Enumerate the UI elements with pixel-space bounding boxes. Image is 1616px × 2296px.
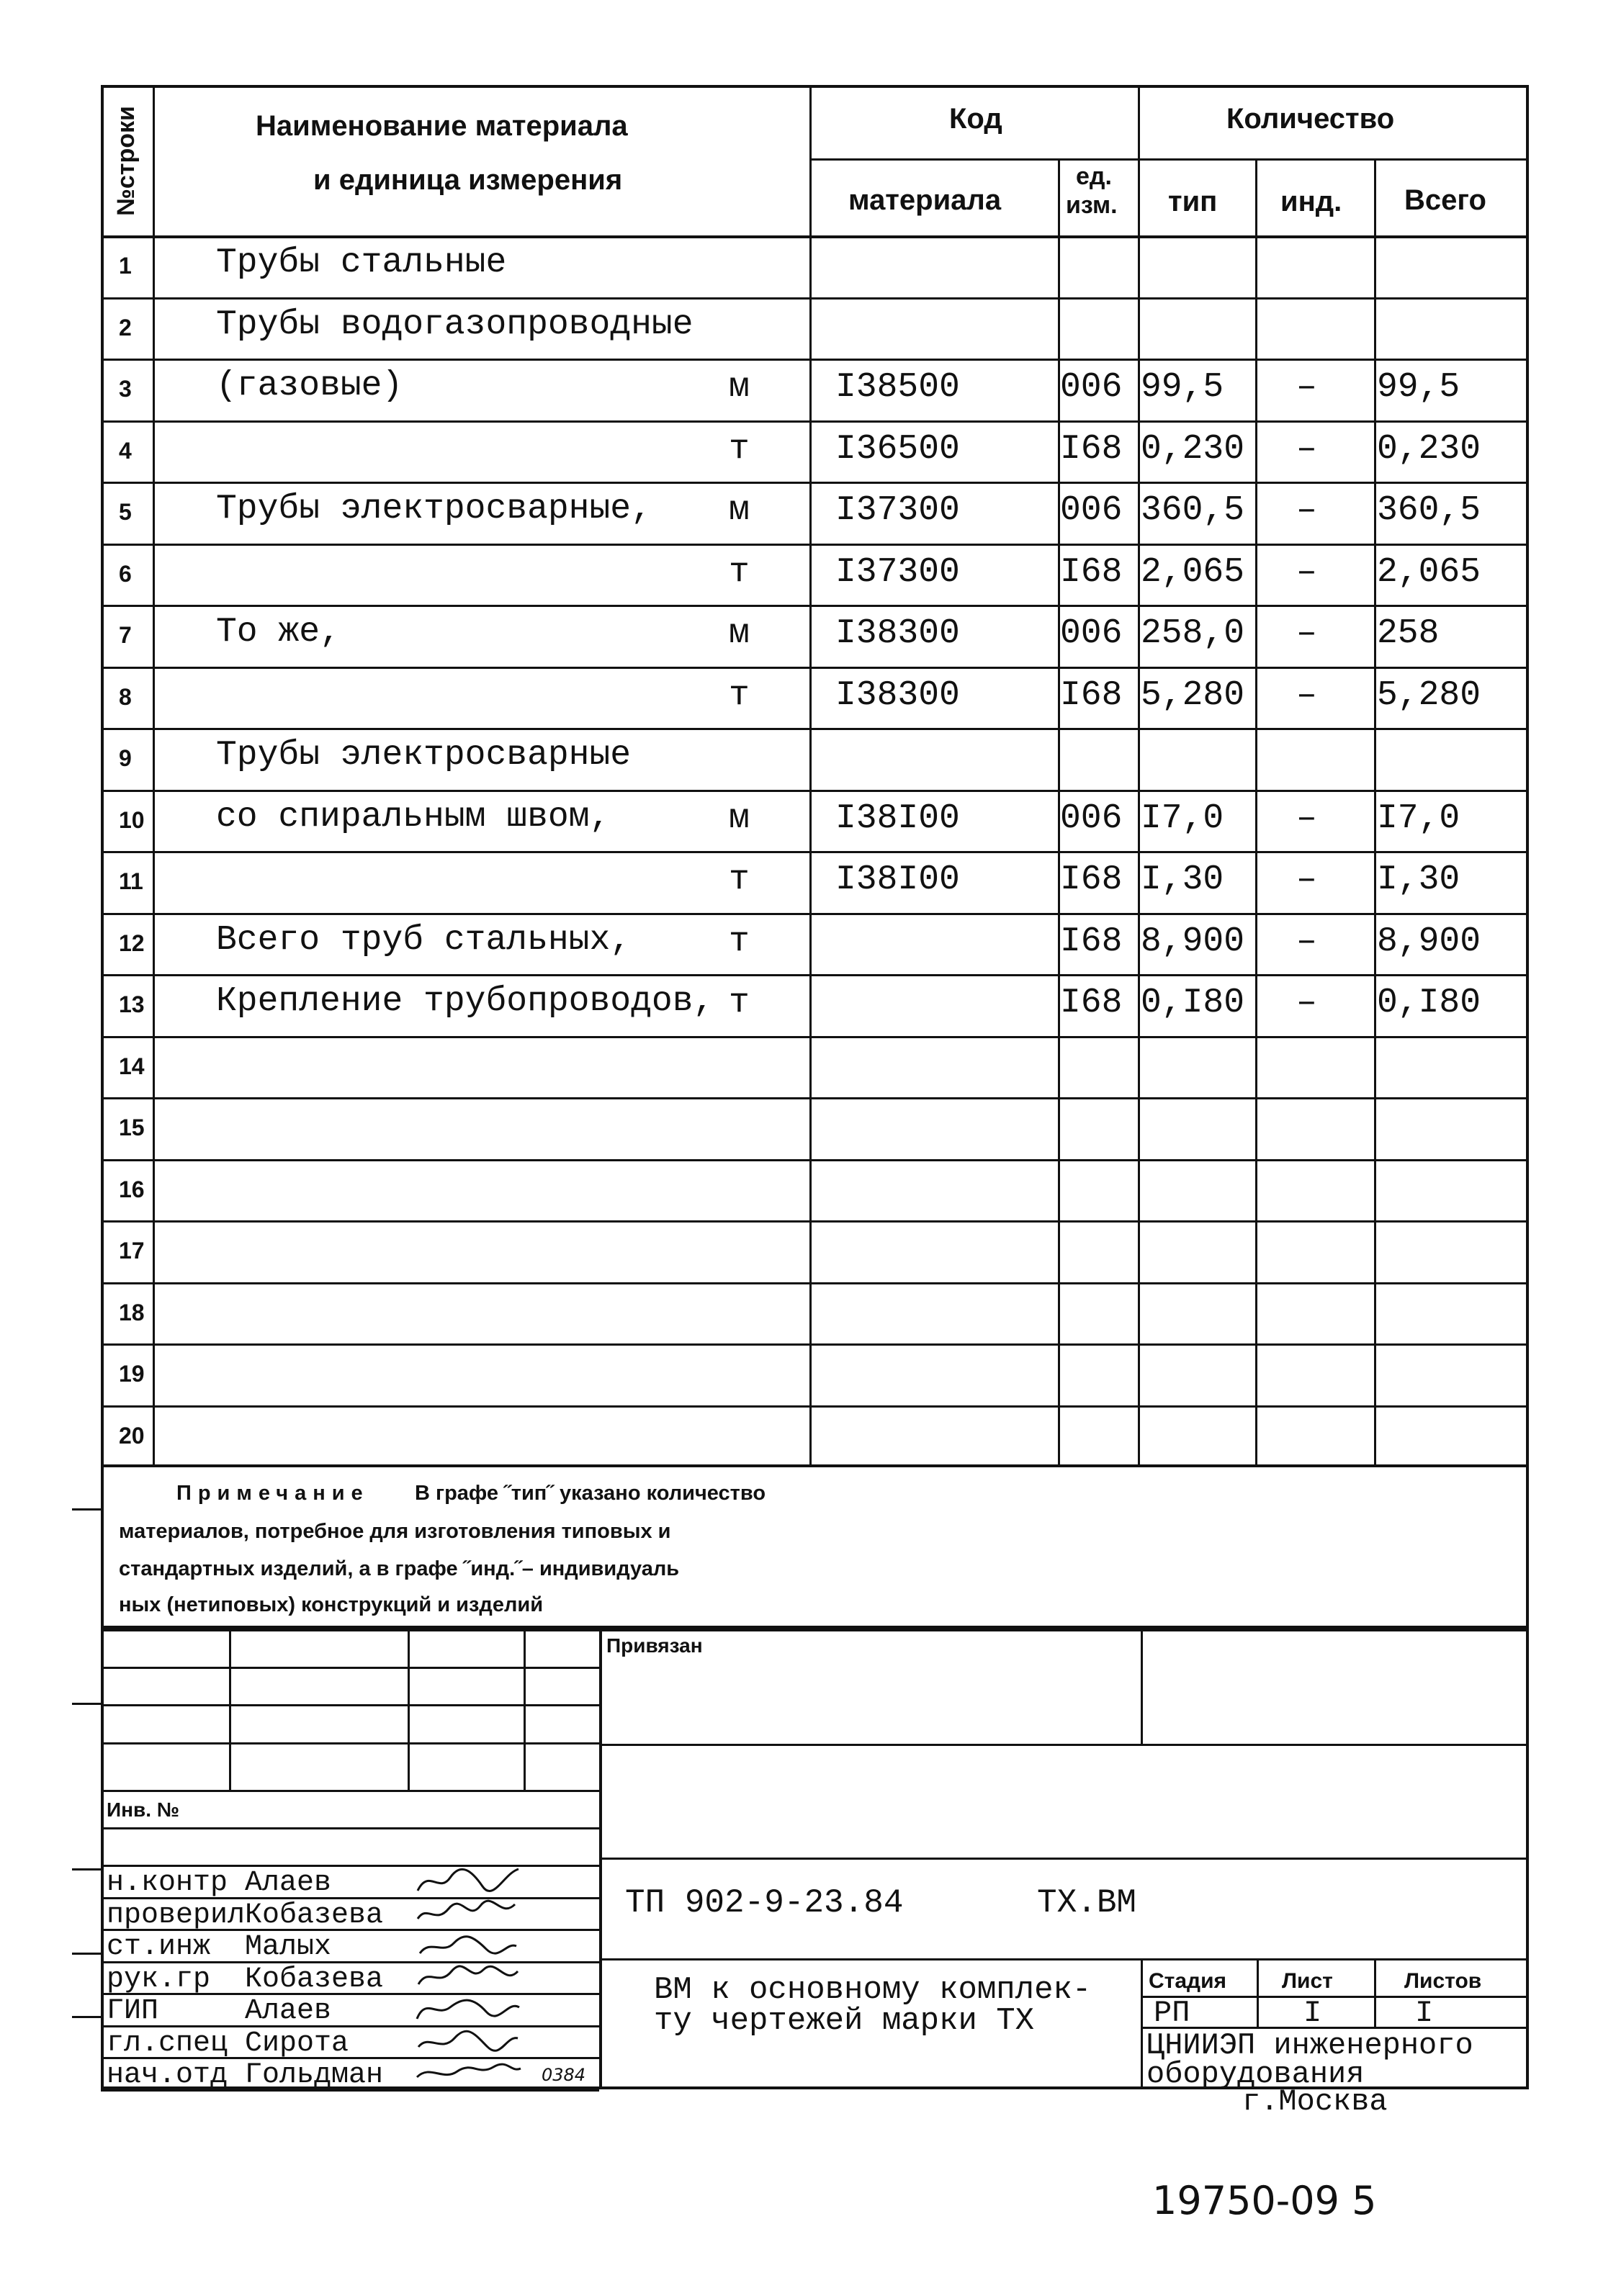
table-row-divider [101, 728, 1529, 730]
document-title-line2: ту чертежей марки ТХ [654, 2003, 1035, 2039]
table-row-divider [101, 974, 1529, 976]
sheet-label: Лист [1282, 1969, 1333, 1993]
archive-number: 19750-09 5 [1152, 2178, 1377, 2223]
table-row-divider [101, 359, 1529, 361]
note-line1: В графе ˝тип˝ указано количество [415, 1482, 766, 1505]
quantity-total: 8,900 [1377, 922, 1481, 961]
unit-code: I68 [1060, 983, 1123, 1022]
unit-symbol: м [729, 491, 750, 530]
signatory-name: Алаев [245, 1995, 332, 2027]
inventory-number-label: Инв. № [107, 1798, 180, 1821]
table-row-divider [101, 544, 1529, 546]
quantity-typ: 360,5 [1141, 491, 1245, 530]
typ-header: тип [1168, 186, 1218, 217]
signature-date: 0384 [542, 2065, 586, 2085]
handwritten-signature [414, 1865, 522, 1896]
unit-symbol: т [729, 922, 750, 961]
material-name: Крепление трубопроводов, [216, 982, 714, 1021]
unit-symbol: т [729, 675, 750, 715]
quantity-ind: – [1296, 614, 1317, 653]
row-number: 17 [119, 1238, 145, 1264]
quantity-total: 0,230 [1377, 429, 1481, 469]
table-row-divider [101, 420, 1529, 423]
handwritten-signature [414, 2057, 522, 2089]
material-code: I36500 [835, 429, 960, 469]
unit-symbol: т [729, 552, 750, 592]
material-code: I37300 [835, 552, 960, 592]
signatory-name: Гольдман [245, 2059, 384, 2092]
signatory-name: Сирота [245, 2027, 349, 2060]
unit-header-line1: ед. [1076, 163, 1112, 190]
table-row-divider [101, 1036, 1529, 1038]
row-number: 12 [119, 929, 145, 956]
table-row-divider [101, 1405, 1529, 1408]
unit-symbol: м [729, 614, 750, 653]
unit-code: 006 [1060, 368, 1123, 407]
row-number-header: №строки [112, 106, 140, 216]
organization-city: г.Москва [1242, 2084, 1388, 2119]
handwritten-signature [414, 1993, 522, 2025]
unit-symbol: т [729, 429, 750, 469]
table-row-divider [101, 1343, 1529, 1346]
material-code: I38300 [835, 675, 960, 715]
sheets-label: Листов [1404, 1969, 1482, 1993]
row-number: 16 [119, 1176, 145, 1202]
material-code: I38300 [835, 614, 960, 653]
quantity-ind: – [1296, 368, 1317, 407]
quantity-header: Количество [1226, 103, 1395, 135]
signatory-role: нач.отд [107, 2059, 228, 2092]
name-header-line2: и единица измерения [313, 164, 623, 196]
name-header-line1: Наименование материала [256, 110, 628, 142]
table-row-divider [101, 1097, 1529, 1099]
stage-label: Стадия [1149, 1969, 1227, 1993]
quantity-total: I,30 [1377, 860, 1460, 899]
quantity-typ: 2,065 [1141, 552, 1245, 592]
quantity-typ: 99,5 [1141, 368, 1224, 407]
note-line3: стандартных изделий, а в графе ˝инд.˝– индивидуаль [119, 1557, 680, 1580]
quantity-ind: – [1296, 429, 1317, 469]
organization-line2: оборудования [1146, 2057, 1365, 2092]
table-row-divider [101, 297, 1529, 300]
handwritten-signature [414, 1961, 522, 1993]
handwritten-signature [414, 2025, 522, 2057]
material-code: I38500 [835, 368, 960, 407]
quantity-typ: 8,900 [1141, 922, 1245, 961]
material-code: I38I00 [835, 798, 960, 838]
quantity-typ: 258,0 [1141, 614, 1245, 653]
quantity-ind: – [1296, 983, 1317, 1022]
material-name: со спиральным швом, [216, 797, 611, 837]
unit-code: I68 [1060, 429, 1123, 469]
unit-header-line2: изм. [1066, 192, 1118, 219]
row-number: 5 [119, 499, 132, 525]
row-number: 6 [119, 560, 132, 587]
quantity-typ: 5,280 [1141, 675, 1245, 715]
row-number: 7 [119, 622, 132, 648]
unit-symbol: т [729, 860, 750, 899]
signatory-name: Кобазева [245, 1899, 384, 1932]
quantity-total: 99,5 [1377, 368, 1460, 407]
row-number: 11 [119, 868, 143, 894]
privyazan-label: Привязан [606, 1634, 703, 1657]
row-number: 4 [119, 437, 132, 464]
quantity-total: 0,I80 [1377, 983, 1481, 1022]
unit-code: I68 [1060, 922, 1123, 961]
material-code: I37300 [835, 491, 960, 530]
row-number: 8 [119, 683, 132, 710]
row-number: 20 [119, 1422, 145, 1449]
unit-symbol: т [729, 983, 750, 1022]
handwritten-signature [414, 1929, 522, 1960]
quantity-ind: – [1296, 798, 1317, 838]
unit-code: 006 [1060, 491, 1123, 530]
row-number: 19 [119, 1361, 145, 1387]
signatory-role: ГИП [107, 1995, 159, 2027]
signatory-name: Малых [245, 1931, 332, 1963]
quantity-ind: – [1296, 860, 1317, 899]
note-title: Примечание [176, 1482, 369, 1505]
quantity-total: I7,0 [1377, 798, 1460, 838]
table-row-divider [101, 667, 1529, 669]
table-row-divider [101, 605, 1529, 607]
quantity-total: 360,5 [1377, 491, 1481, 530]
stage-value: РП [1154, 1996, 1190, 2030]
table-row-divider [101, 790, 1529, 792]
signatory-role: н.контр [107, 1867, 228, 1899]
row-number: 2 [119, 314, 132, 341]
material-name: Трубы водогазопроводные [216, 305, 693, 344]
unit-code: 006 [1060, 614, 1123, 653]
row-number: 3 [119, 376, 132, 402]
signatory-role: проверил [107, 1899, 246, 1932]
unit-code: I68 [1060, 860, 1123, 899]
note-line4: ных (нетиповых) конструкций и изделий [119, 1593, 544, 1616]
signatory-name: Алаев [245, 1867, 332, 1899]
quantity-ind: – [1296, 922, 1317, 961]
quantity-typ: 0,I80 [1141, 983, 1245, 1022]
quantity-typ: I7,0 [1141, 798, 1224, 838]
material-name: Трубы электросварные [216, 736, 632, 775]
material-name: (газовые) [216, 366, 403, 405]
signatory-role: ст.инж [107, 1931, 211, 1963]
table-row-divider [101, 851, 1529, 853]
material-code: I38I00 [835, 860, 960, 899]
material-name: Трубы электросварные, [216, 490, 652, 528]
row-number: 9 [119, 745, 132, 771]
signatory-name: Кобазева [245, 1963, 384, 1996]
organization-line1: ЦНИИЭП инженерного [1146, 2028, 1473, 2063]
note-line2: материалов, потребное для изготовления типовых и [119, 1520, 671, 1543]
table-row-divider [101, 482, 1529, 484]
row-number: 18 [119, 1299, 145, 1325]
row-number: 1 [119, 253, 132, 279]
material-name: То же, [216, 613, 341, 652]
signatory-role: гл.спец [107, 2027, 228, 2060]
table-row-divider [101, 913, 1529, 915]
quantity-total: 5,280 [1377, 675, 1481, 715]
document-title-line1: ВМ к основному комплек- [654, 1972, 1092, 2008]
row-number: 10 [119, 806, 145, 833]
quantity-ind: – [1296, 552, 1317, 592]
materials-table-frame [101, 85, 1529, 1467]
table-row-divider [101, 1282, 1529, 1284]
quantity-total: 2,065 [1377, 552, 1481, 592]
unit-symbol: м [729, 368, 750, 407]
handwritten-signature [414, 1897, 522, 1929]
sheets-value: I [1415, 1996, 1434, 2030]
unit-code: I68 [1060, 675, 1123, 715]
document-mark: ТХ.ВМ [1037, 1884, 1137, 1922]
material-name: Всего труб стальных, [216, 920, 632, 960]
material-name: Трубы стальные [216, 243, 507, 282]
unit-code: 006 [1060, 798, 1123, 838]
quantity-ind: – [1296, 675, 1317, 715]
ind-header: инд. [1280, 186, 1342, 217]
unit-symbol: м [729, 798, 750, 838]
row-number: 14 [119, 1053, 145, 1079]
table-row-divider [101, 1220, 1529, 1223]
row-number: 15 [119, 1115, 145, 1140]
table-row-divider [101, 1159, 1529, 1161]
row-number: 13 [119, 991, 145, 1017]
unit-code: I68 [1060, 552, 1123, 592]
quantity-typ: 0,230 [1141, 429, 1245, 469]
quantity-total: 258 [1377, 614, 1440, 653]
signatory-role: рук.гр [107, 1963, 211, 1996]
code-material-header: материала [848, 184, 1002, 216]
code-header: Код [949, 103, 1002, 135]
total-header: Всего [1404, 184, 1486, 216]
quantity-typ: I,30 [1141, 860, 1224, 899]
document-number: ТП 902-9-23.84 [625, 1884, 904, 1922]
sheet-value: I [1303, 1996, 1322, 2030]
quantity-ind: – [1296, 491, 1317, 530]
